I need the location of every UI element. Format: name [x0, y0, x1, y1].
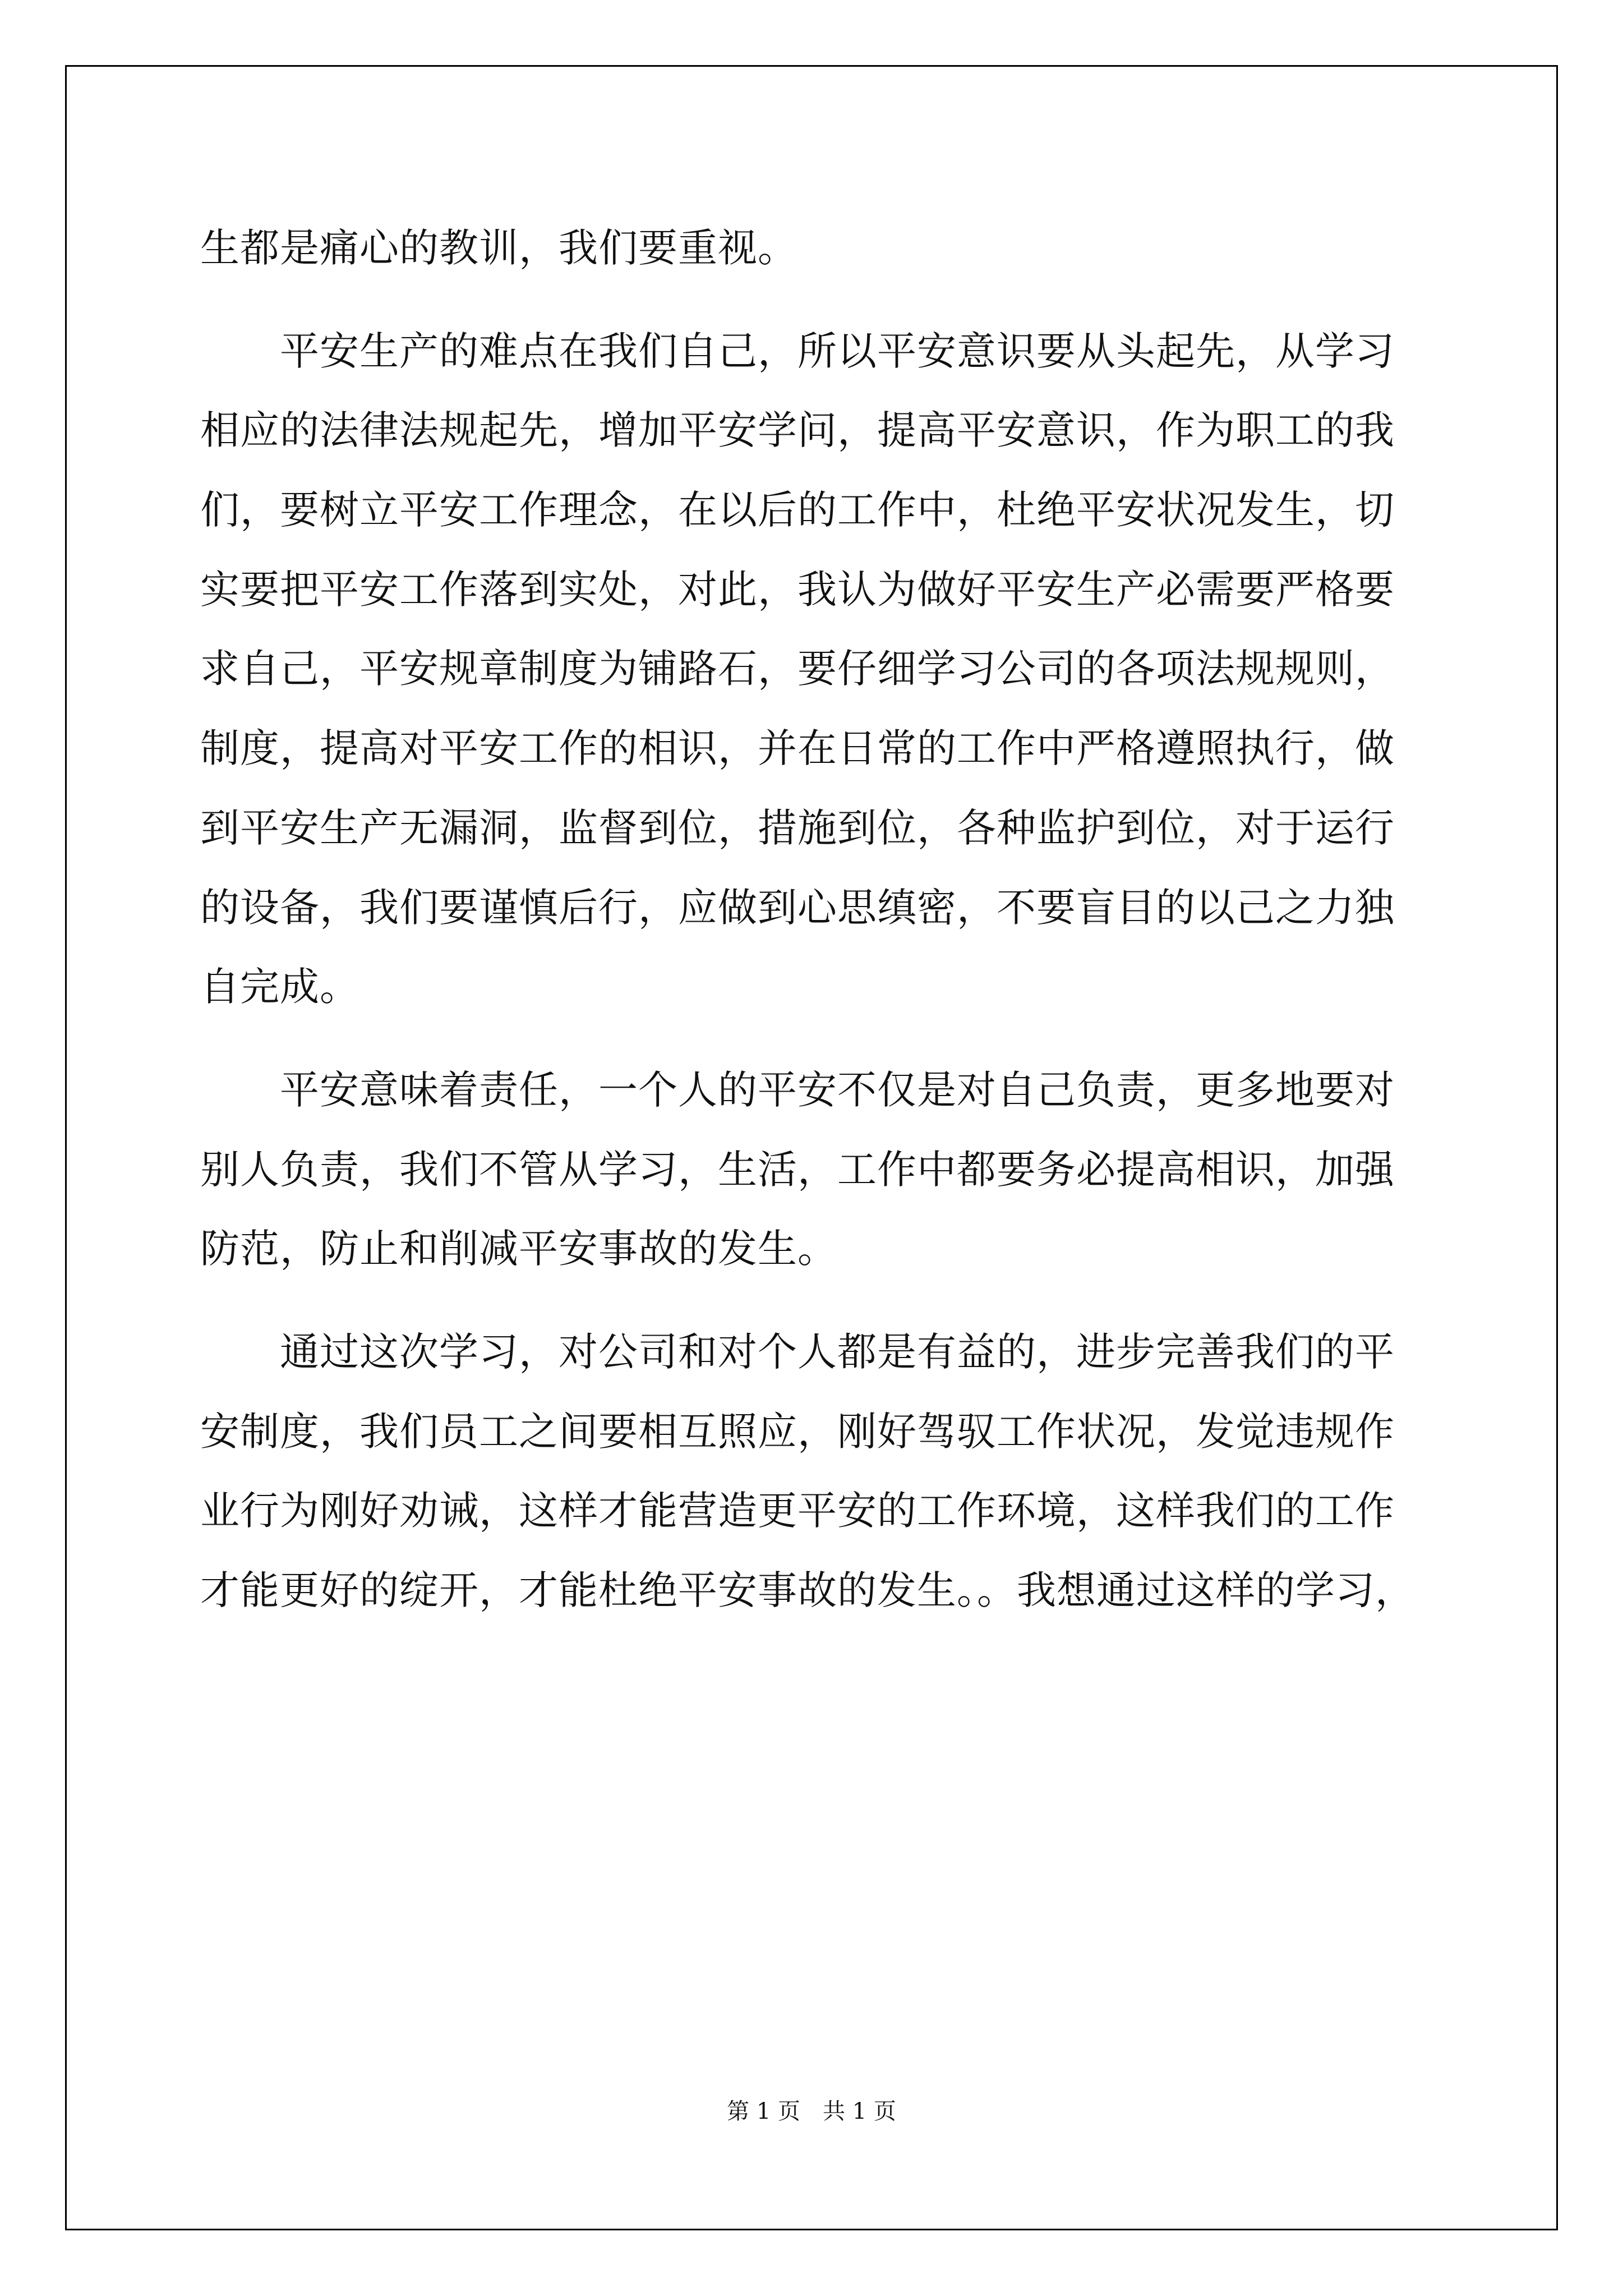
paragraph-first-line: 平安意味着责任，一个人的平安不仅是对自己负责，更多地要对 [280, 1066, 1395, 1113]
text-line: 的设备，我们要谨慎后行，应做到心思缜密，不要盲目的以己之力独 [200, 884, 1395, 931]
text-line: 业行为刚好劝诫，这样才能营造更平安的工作环境，这样我们的工作 [200, 1488, 1395, 1534]
text-line: 自完成。 [200, 964, 359, 1010]
text-line: 防范，防止和削减平安事故的发生。 [200, 1226, 837, 1272]
paragraph-first-line: 平安生产的难点在我们自己，所以平安意识要从头起先，从学习 [280, 328, 1395, 374]
text-line: 实要把平安工作落到实处，对此，我认为做好平安生产必需要严格要 [200, 566, 1395, 613]
text-line: 到平安生产无漏洞，监督到位，措施到位，各种监护到位，对于运行 [200, 804, 1395, 851]
text-line: 制度，提高对平安工作的相识，并在日常的工作中严格遵照执行，做 [200, 725, 1395, 772]
text-line: 相应的法律法规起先，增加平安学问，提高平安意识，作为职工的我 [200, 407, 1395, 454]
page-number-footer: 第 1 页 共 1 页 [727, 2099, 896, 2124]
paragraph-first-line: 通过这次学习，对公司和对个人都是有益的，进步完善我们的平 [280, 1328, 1395, 1375]
text-line: 才能更好的绽开，才能杜绝平安事故的发生。。我想通过这样的学习， [200, 1567, 1415, 1613]
text-line: 别人负责，我们不管从学习，生活，工作中都要务必提高相识，加强 [200, 1146, 1395, 1193]
text-line: 们，要树立平安工作理念，在以后的工作中，杜绝平安状况发生，切 [200, 487, 1395, 533]
text-line: 安制度，我们员工之间要相互照应，刚好驾驭工作状况，发觉违规作 [200, 1408, 1395, 1455]
text-line: 生都是痛心的教训，我们要重视。 [200, 225, 797, 271]
text-line: 求自己，平安规章制度为铺路石，要仔细学习公司的各项法规规则， [200, 646, 1395, 692]
document-body [200, 209, 1434, 1631]
